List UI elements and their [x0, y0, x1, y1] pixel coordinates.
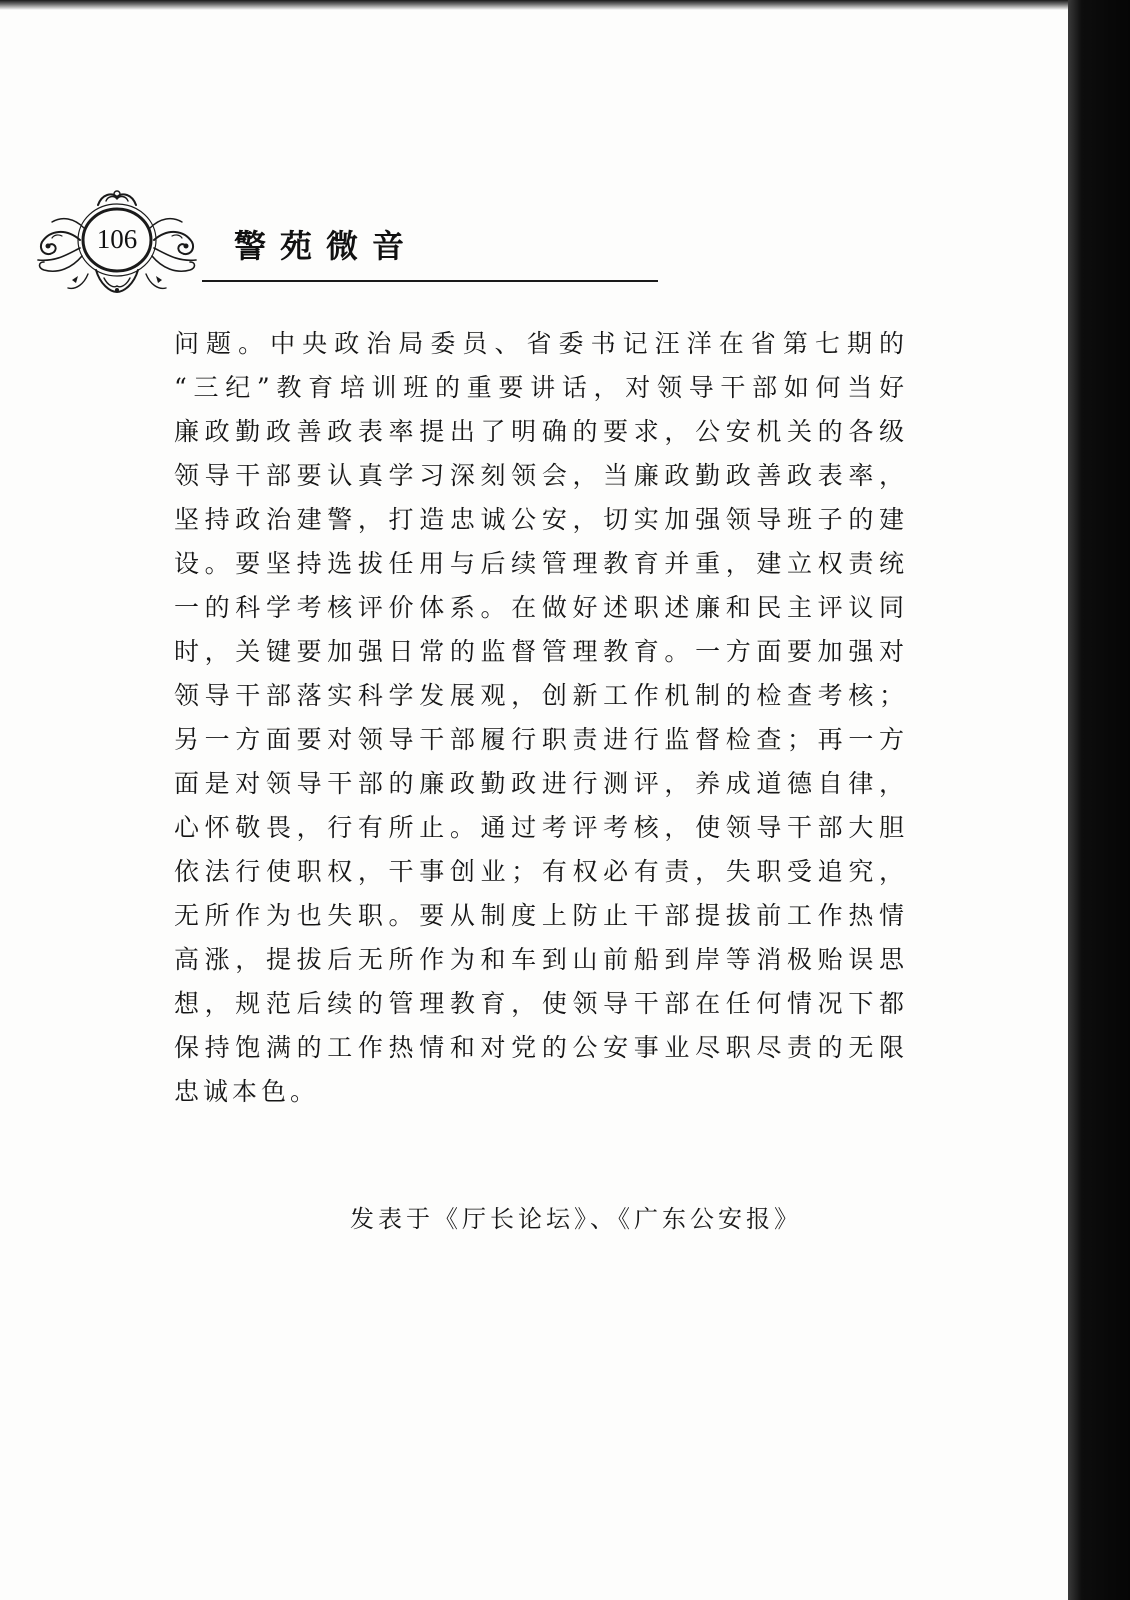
body-line: 保持饱满的工作热情和对党的公安事业尽职尽责的无限 — [174, 1033, 904, 1062]
body-line: 面是对领导干部的廉政勤政进行测评，养成道德自律， — [174, 769, 904, 798]
body-line: 廉政勤政善政表率提出了明确的要求，公安机关的各级 — [174, 417, 904, 446]
body-line: 领导干部要认真学习深刻领会，当廉政勤政善政表率， — [174, 461, 904, 490]
body-line: 坚持政治建警，打造忠诚公安，切实加强领导班子的建 — [174, 505, 904, 534]
body-line: 高涨，提拔后无所作为和车到山前船到岸等消极贻误思 — [174, 945, 904, 974]
scan-top-shadow — [0, 0, 1068, 10]
running-title: 警苑微音 — [234, 227, 419, 265]
body-line: 想，规范后续的管理教育，使领导干部在任何情况下都 — [174, 989, 904, 1018]
body-line: 忠诚本色。 — [174, 1077, 320, 1106]
body-line: 依法行使职权，干事创业；有权必有责，失职受追究， — [174, 857, 904, 886]
body-line: 设。要坚持选拔任用与后续管理教育并重，建立权责统 — [174, 549, 904, 578]
body-line: 无所作为也失职。要从制度上防止干部提拔前工作热情 — [174, 901, 904, 930]
header-rule — [202, 280, 658, 282]
body-line: 另一方面要对领导干部履行职责进行监督检查；再一方 — [174, 725, 904, 754]
publication-source: 发表于《厅长论坛》、《广东公安报》 — [350, 1205, 802, 1233]
page-number: 106 — [96, 224, 138, 254]
body-line: 领导干部落实科学发展观，创新工作机制的检查考核； — [174, 681, 904, 710]
page-number-badge — [28, 188, 204, 300]
body-line: 一的科学考核评价体系。在做好述职述廉和民主评议同 — [174, 593, 904, 622]
body-line: 问题。中央政治局委员、省委书记汪洋在省第七期的 — [174, 329, 904, 358]
body-text — [174, 322, 904, 1114]
scan-edge — [1068, 0, 1130, 1600]
body-line: “三纪”教育培训班的重要讲话，对领导干部如何当好 — [174, 373, 904, 402]
body-line: 时，关键要加强日常的监督管理教育。一方面要加强对 — [174, 637, 904, 666]
body-line: 心怀敬畏，行有所止。通过考评考核，使领导干部大胆 — [174, 813, 904, 842]
